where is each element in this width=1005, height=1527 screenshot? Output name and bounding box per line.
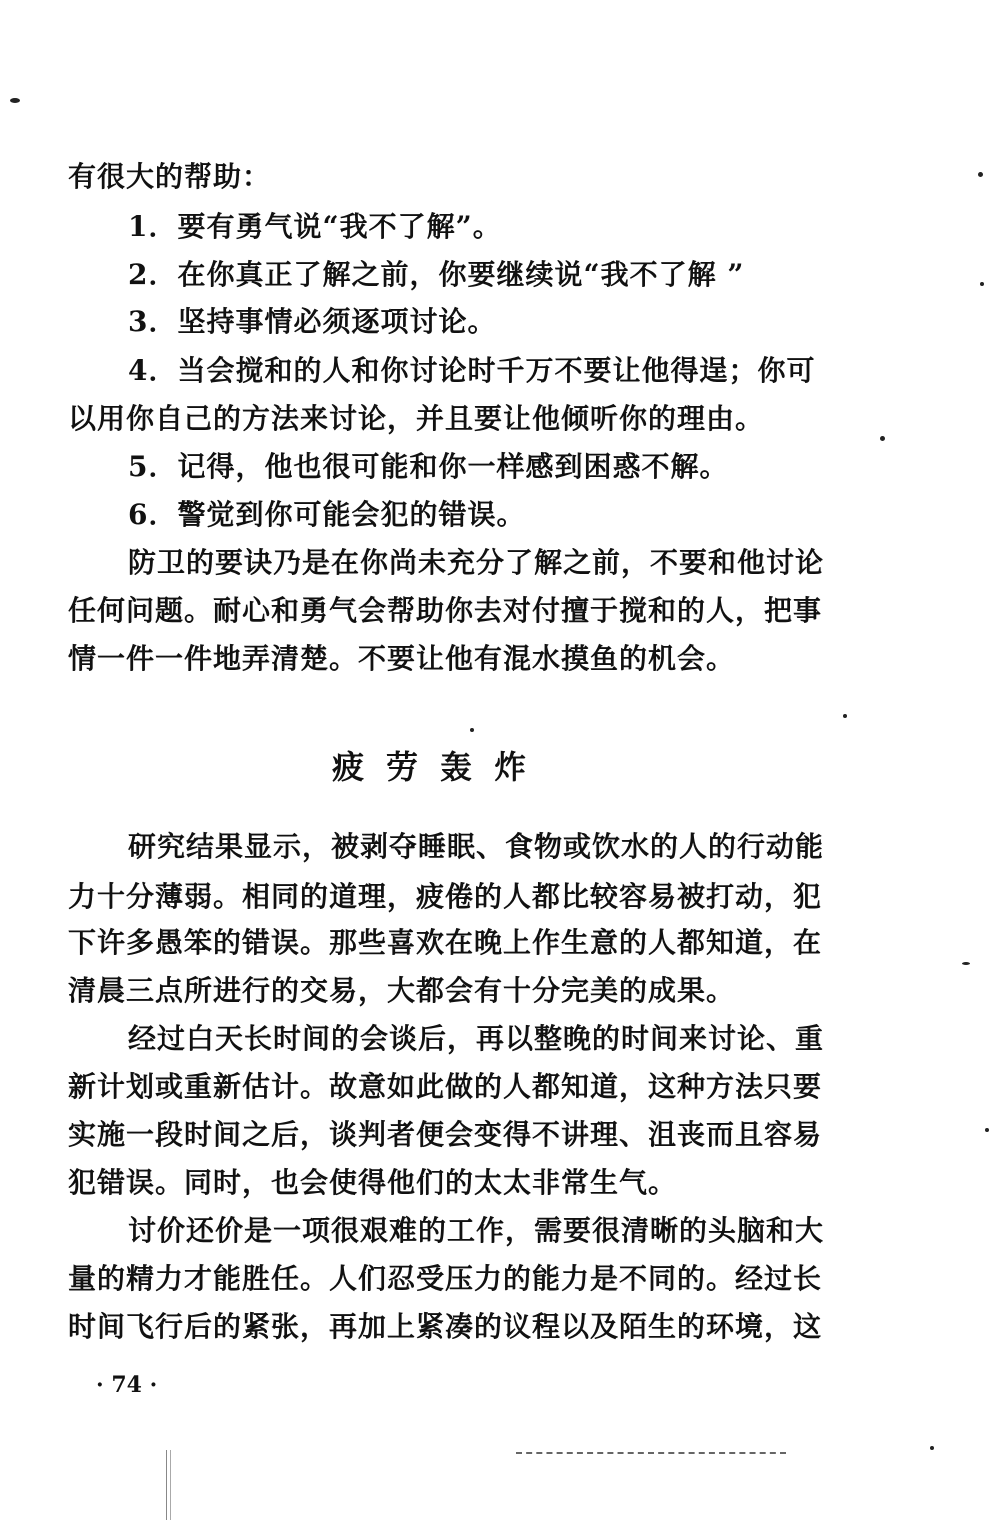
- list-item: 5．记得，他也很可能和你一样感到困惑不解。: [128, 450, 729, 483]
- list-item: 3．坚持事情必须逐项讨论。: [128, 305, 497, 338]
- text-line: 有很大的帮助：: [68, 160, 272, 193]
- scan-speck: [843, 714, 847, 718]
- paragraph-line: 经过白天长时间的会谈后，再以整晚的时间来讨论、重: [128, 1022, 825, 1055]
- list-item: 4．当会搅和的人和你讨论时千万不要让他得逞；你可: [128, 354, 816, 387]
- paragraph-line: 清晨三点所进行的交易，大都会有十分完美的成果。: [68, 974, 736, 1007]
- paragraph-line: 讨价还价是一项很艰难的工作，需要很清晰的头脑和大: [128, 1214, 825, 1247]
- paragraph-line: 防卫的要诀乃是在你尚未充分了解之前，不要和他讨论: [128, 546, 825, 579]
- scan-speck: [10, 98, 20, 103]
- paragraph-line: 力十分薄弱。相同的道理，疲倦的人都比较容易被打动，犯: [68, 880, 823, 913]
- scan-speck: [978, 172, 983, 177]
- scan-speck: [962, 962, 970, 965]
- paragraph-line: 研究结果显示，被剥夺睡眠、食物或饮水的人的行动能: [128, 830, 825, 863]
- paragraph-line: 下许多愚笨的错误。那些喜欢在晚上作生意的人都知道，在: [68, 926, 823, 959]
- list-item: 6．警觉到你可能会犯的错误。: [128, 498, 526, 531]
- scan-speck: [880, 436, 885, 441]
- paragraph-line: 犯错误。同时，也会使得他们的太太非常生气。: [68, 1166, 678, 1199]
- scan-speck: [985, 1128, 989, 1132]
- scan-speck: [470, 728, 474, 732]
- scan-speck: [930, 1446, 934, 1450]
- scan-vline: [166, 1450, 171, 1520]
- list-item: 1．要有勇气说“我不了解”。: [128, 210, 502, 243]
- paragraph-line: 新计划或重新估计。故意如此做的人都知道，这种方法只要: [68, 1070, 823, 1103]
- list-item: 2．在你真正了解之前，你要继续说“我不了解 ”: [128, 258, 745, 291]
- paragraph-line: 情一件一件地弄清楚。不要让他有混水摸鱼的机会。: [68, 642, 736, 675]
- paragraph-line: 时间飞行后的紧张，再加上紧凑的议程以及陌生的环境，这: [68, 1310, 823, 1343]
- paragraph-line: 任何问题。耐心和勇气会帮助你去对付擅于搅和的人，把事: [68, 594, 823, 627]
- scan-rule: [516, 1452, 786, 1456]
- page-number: · 74 ·: [96, 1372, 158, 1398]
- paragraph-line: 量的精力才能胜任。人们忍受压力的能力是不同的。经过长: [68, 1262, 823, 1295]
- text-line: 以用你自己的方法来讨论，并且要让他倾听你的理由。: [68, 402, 765, 435]
- paragraph-line: 实施一段时间之后，谈判者便会变得不讲理、沮丧而且容易: [68, 1118, 823, 1151]
- scan-speck: [980, 282, 984, 286]
- section-heading: 疲劳轰炸: [331, 748, 548, 786]
